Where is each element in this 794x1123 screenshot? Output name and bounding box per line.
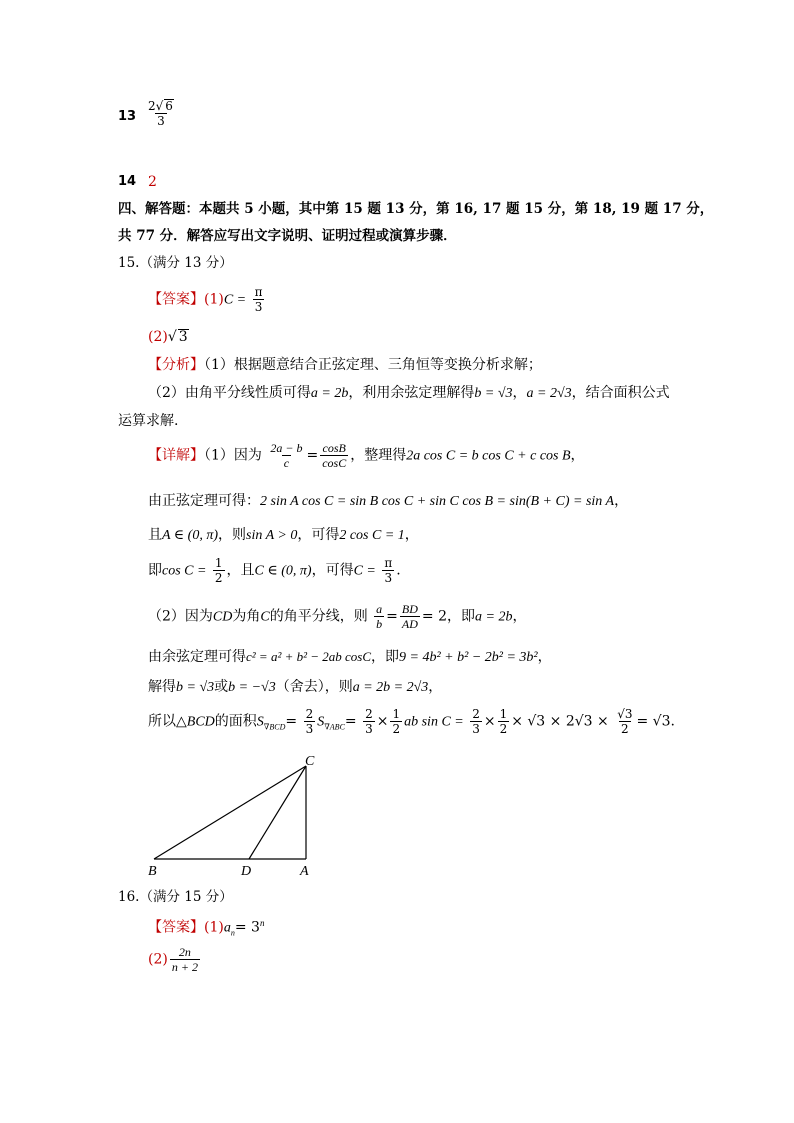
q15-answer-line2: (2)√ 3 xyxy=(148,329,188,345)
q16-answer-line2: (2) $\frac{2n}{n + 2}$ xyxy=(148,945,198,974)
q15-detail-line2: 由正弦定理可得：2 sin A cos C = sin B cos C + sin C cos B = sin(B + C) = sin A， xyxy=(148,493,629,509)
q15-detail-line8: 所以△BCD的面积$S_{\nabla BCD}=$ $\frac{2}{3}$ $S_{\nabla ABC}=$ $\frac{2}{3}$ × $\frac{1}{2}$ ab sin C = $\frac{2}{3}$ × $\frac{1}{2}$ × √3 × 2√3 × $\frac{√3}{2}$ = √3. xyxy=(148,707,675,736)
label-d: D xyxy=(241,864,252,879)
answer-tag: 【答案】 xyxy=(148,919,204,936)
q15-detail-line5: （2）因为CD为角C的角平分线，则 $\frac{a}{b}$ = $\frac{BD}{AD}$ = 2，即a = 2b， xyxy=(148,602,527,631)
section4-line2: 共 77 分．解答应写出文字说明、证明过程或演算步骤． xyxy=(118,228,457,244)
q13-answer: $\frac{2√ 6}{3}$ xyxy=(148,99,173,128)
section4-line1: 四、解答题：本题共 5 小题，其中第 15 题 13 分，第 16, 17 题 15 分，第 18, 19 题 17 分， xyxy=(118,201,714,217)
side-bc xyxy=(154,766,306,859)
q13-number: 13 xyxy=(118,109,137,124)
q15-detail-line6: 由余弦定理可得c² = a² + b² − 2ab cosC，即9 = 4b² + b² − 2b² = 3b²， xyxy=(148,649,552,665)
q15-detail-line3: 且A ∈ (0, π)，则sin A > 0，可得2 cos C = 1， xyxy=(148,527,419,543)
q14-answer: 2 xyxy=(148,174,157,190)
q16-answer-line1: 【答案】$(1)a_n= 3^n$ xyxy=(148,918,265,938)
q15-analysis-line2: （2）由角平分线性质可得a = 2b，利用余弦定理解得b = √3，a = 2√3，结合面积公式 xyxy=(148,385,670,401)
answer-tag: 【答案】 xyxy=(148,291,204,308)
analysis-tag: 【分析】 xyxy=(148,357,204,373)
segment-cd xyxy=(249,766,306,859)
q15-answer-line1: 【答案】(1)C = $\frac{\pi}{3}$ xyxy=(148,285,263,314)
label-a: A xyxy=(300,864,309,879)
q15-detail-line1: 【详解】（1）因为 $\frac{2a - b}{c}$ = $\frac{\cos B}{\cos C}$ ，整理得2a cos C = b cos C + c cos B， xyxy=(148,441,585,470)
q15-detail-line7: 解得b = √3或b = −√3（舍去），则a = 2b = 2√3， xyxy=(148,679,443,695)
q15-detail-line4: 即cos C = $\frac{1}{2}$ ，且C ∈ (0, π)，可得C = $\frac{\pi}{3}$ . xyxy=(148,556,401,585)
q15-analysis-line1: 【分析】（1）根据题意结合正弦定理、三角恒等变换分析求解； xyxy=(148,357,542,373)
label-b: B xyxy=(148,864,157,879)
detail-tag: 【详解】 xyxy=(148,447,204,464)
q15-header: 15.（满分 13 分） xyxy=(118,255,233,271)
triangle-figure xyxy=(140,752,330,880)
q14-number: 14 xyxy=(118,174,137,189)
q16-header: 16.（满分 15 分） xyxy=(118,889,233,905)
q15-analysis-line3: 运算求解. xyxy=(118,413,179,429)
label-c: C xyxy=(305,754,315,769)
